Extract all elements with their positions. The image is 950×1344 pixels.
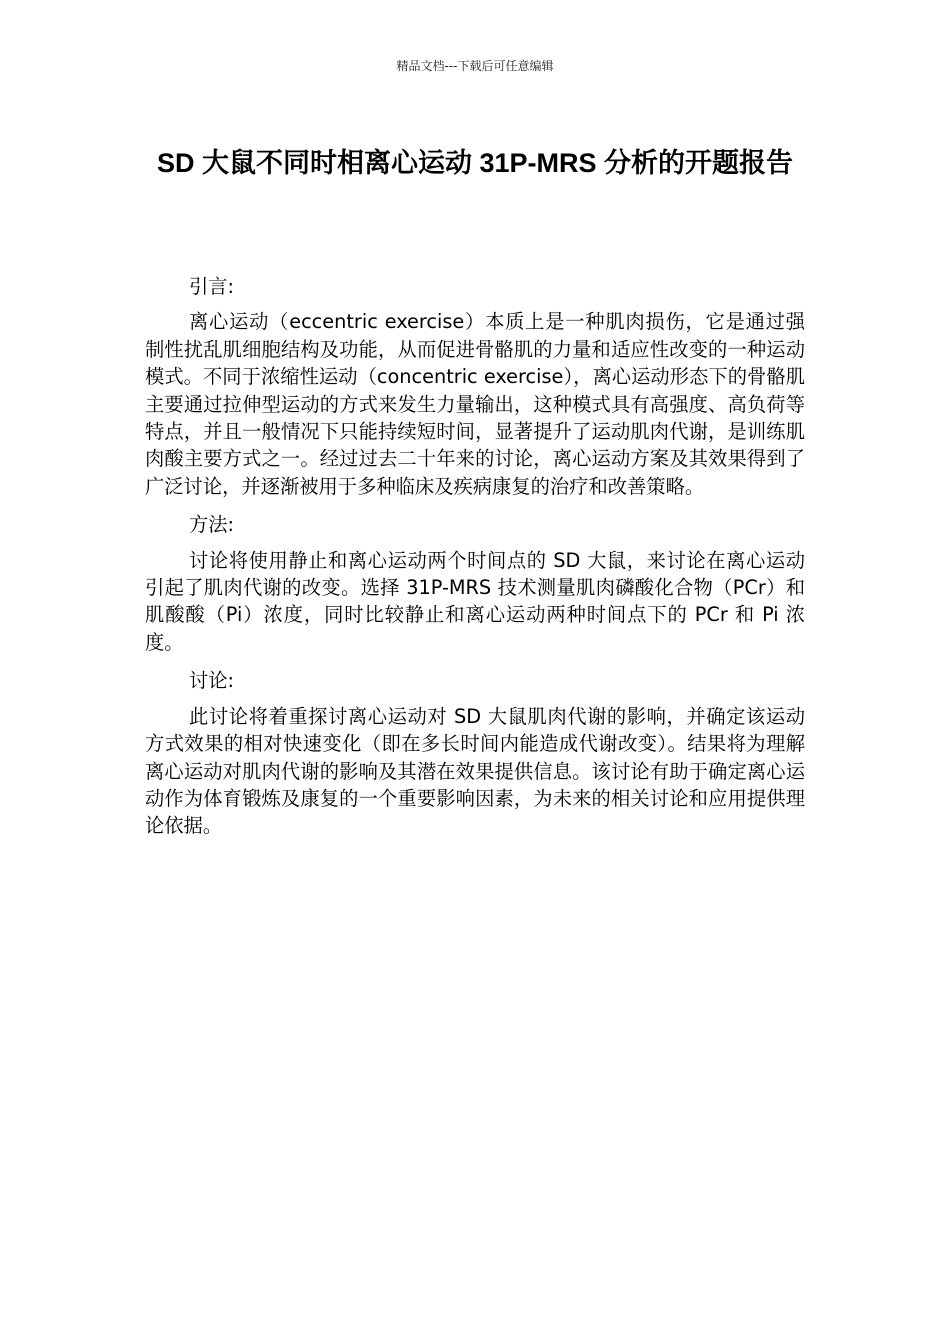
section-paragraph-introduction: 离心运动（eccentric exercise）本质上是一种肌肉损伤，它是通过强制性扰乱肌细胞结构及功能，从而促进骨骼肌的力量和适应性改变的一种运动模式。不同于浓缩性运动（concentric exercise），离心运动形态下的骨骼肌主要通过拉伸型运动的方式来发生力量输出，这种模式具有高强度、高负荷等特点，并且一般情况下只能持续短时间，显著提升了运动肌肉代谢，是训练肌肉酸主要方式之一。经过过去二十年来的讨论，离心运动方案及其效果得到了广泛讨论，并逐渐被用于多种临床及疾病康复的治疗和改善策略。: [145, 310, 805, 498]
document-title: SD 大鼠不同时相离心运动 31P-MRS 分析的开题报告: [156, 148, 794, 178]
section-heading-methods: 方法:: [189, 513, 235, 537]
header-note: 精品文档---下载后可任意编辑: [396, 59, 554, 73]
section-paragraph-discussion: 此讨论将着重探讨离心运动对 SD 大鼠肌肉代谢的影响，并确定该运动方式效果的相对快速变化（即在多长时间内能造成代谢改变）。结果将为理解离心运动对肌肉代谢的影响及其潜在效果提供信息。该讨论有助于确定离心运动作为体育锻炼及康复的一个重要影响因素，为未来的相关讨论和应用提供理论依据。: [145, 704, 805, 838]
section-heading-discussion: 讨论:: [189, 669, 235, 693]
document-body: [145, 273, 805, 851]
section-paragraph-methods: 讨论将使用静止和离心运动两个时间点的 SD 大鼠，来讨论在离心运动引起了肌肉代谢的改变。选择 31P-MRS 技术测量肌肉磷酸化合物（PCr）和肌酸酸（Pi）浓度，同时比较静止和离心运动两种时间点下的 PCr 和 Pi 浓度。: [145, 548, 805, 654]
section-heading-introduction: 引言:: [189, 275, 235, 298]
